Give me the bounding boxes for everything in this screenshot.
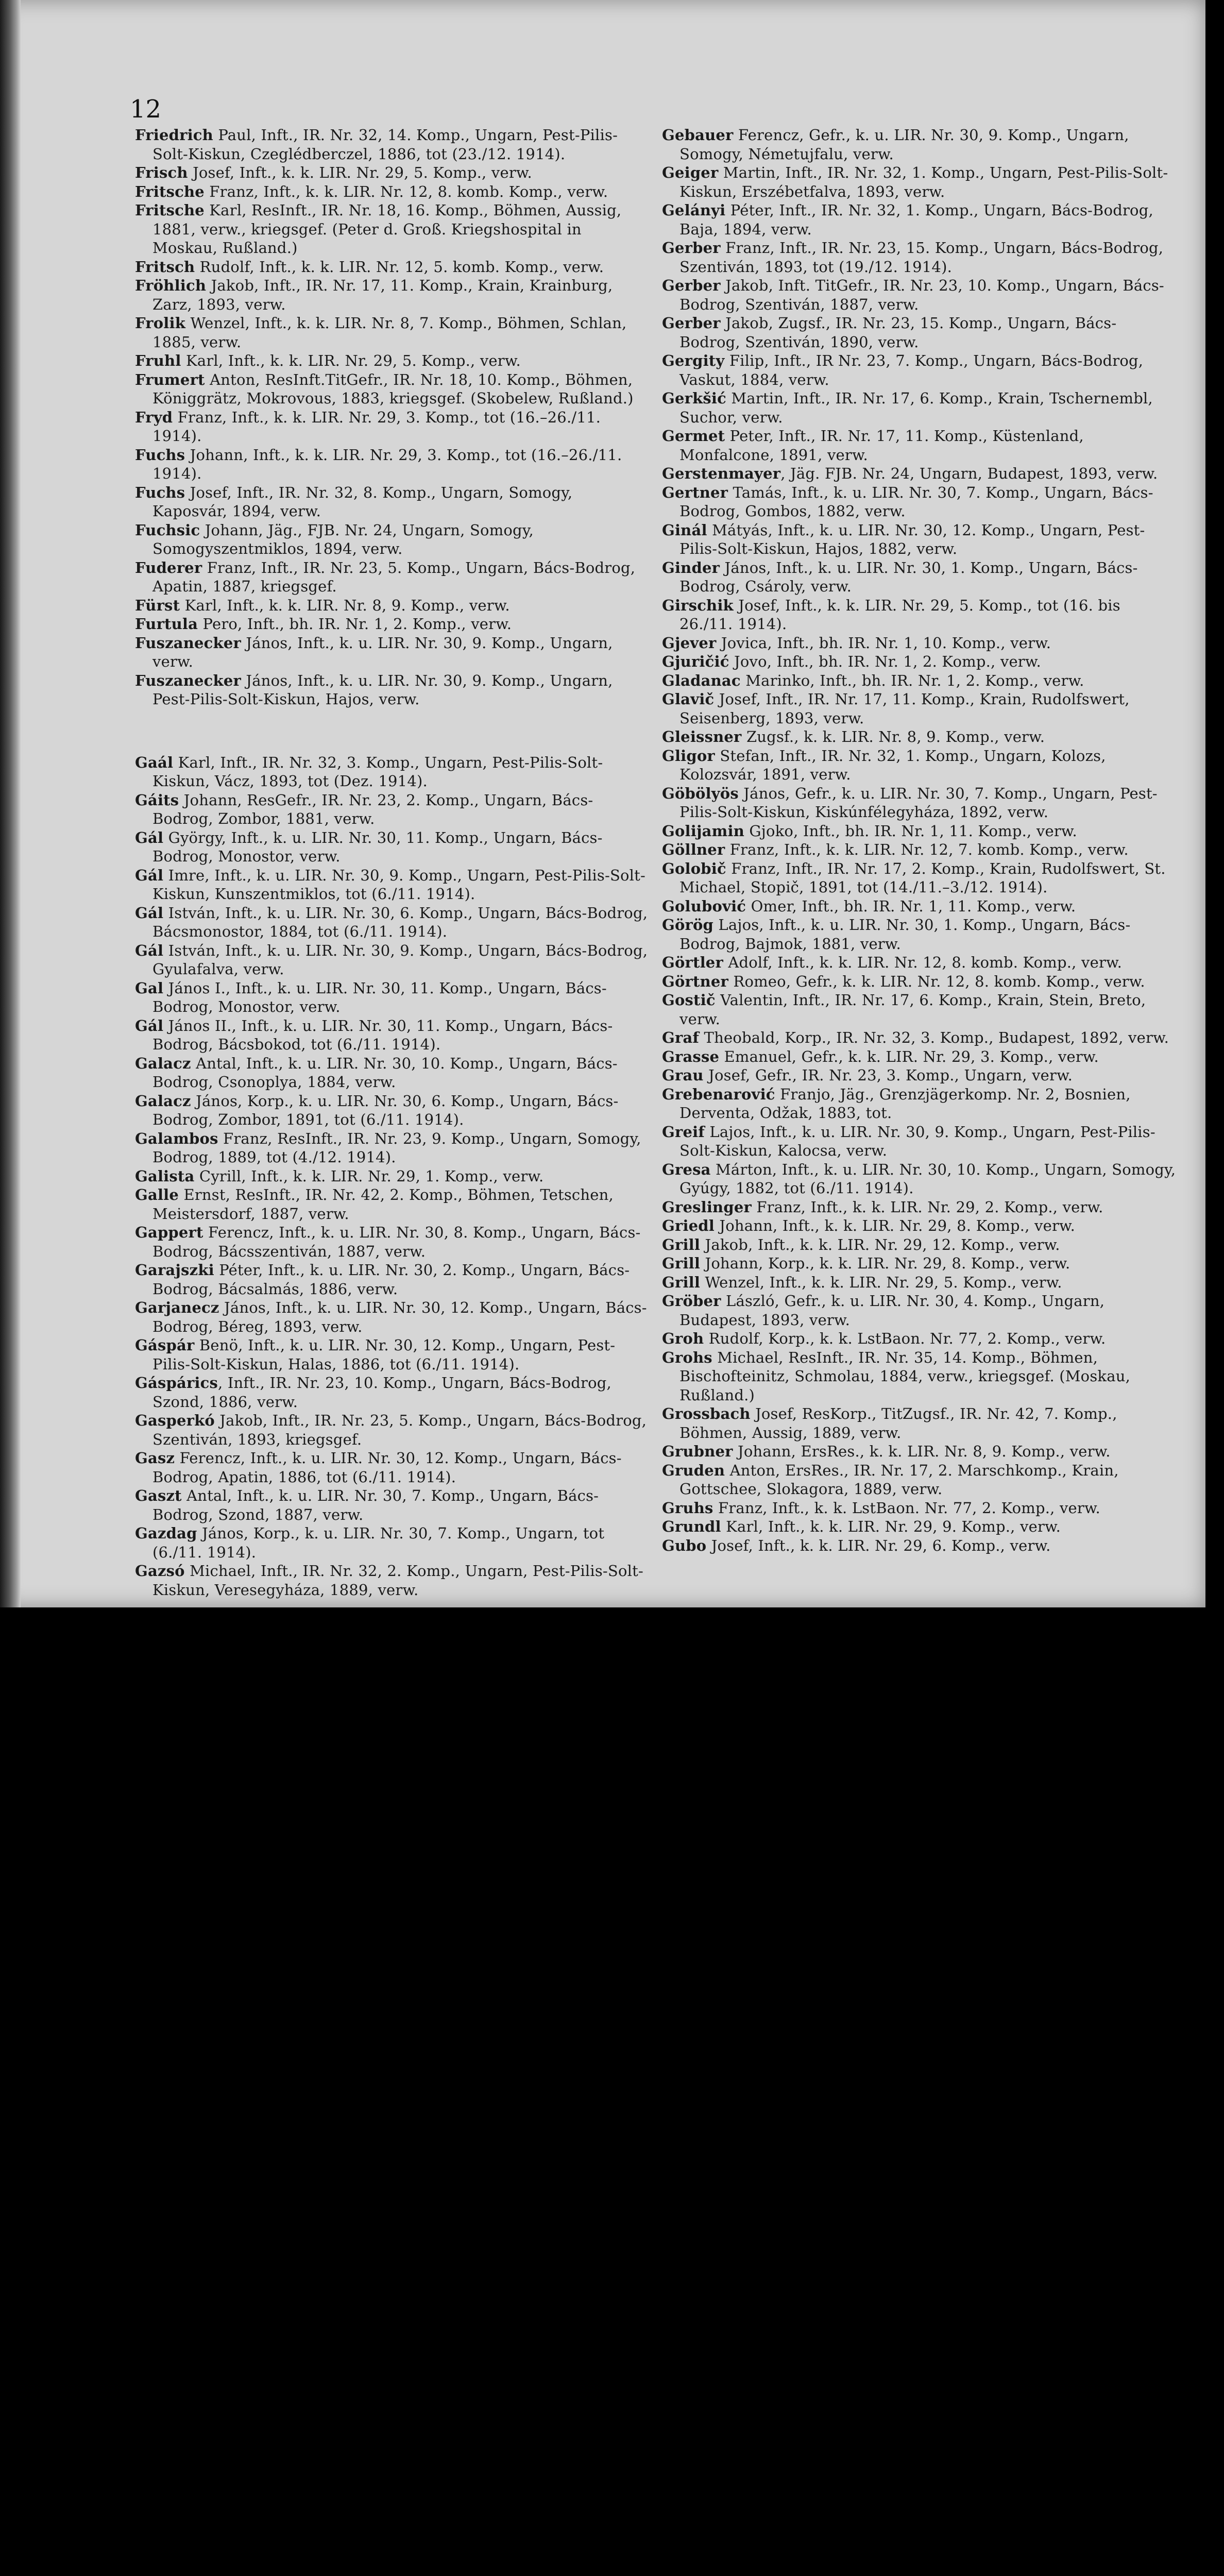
register-entry [135, 258, 650, 277]
register-entry [662, 1329, 1177, 1348]
register-entry [662, 1216, 1177, 1235]
entry-details: István, Inft., k. u. LIR. Nr. 30, 6. Komp., Ungarn, Bács-Bodrog, Bácsmonostor, 1884, tot (6./11. 1914). [152, 904, 648, 940]
entry-surname: Gáspár [135, 1336, 195, 1354]
register-entry [662, 1404, 1177, 1442]
entry-surname: Gerstenmayer [662, 465, 781, 482]
register-entry [662, 1273, 1177, 1292]
register-entry [662, 1292, 1177, 1329]
register-entry [662, 784, 1177, 822]
entry-details: János, Inft., k. u. LIR. Nr. 30, 12. Komp., Ungarn, Bács-Bodrog, Béreg, 1893, verw. [152, 1299, 647, 1335]
entry-details: Romeo, Gefr., k. k. LIR. Nr. 12, 8. komb. Komp., verw. [728, 972, 1145, 990]
entry-details: Stefan, Inft., IR. Nr. 32, 1. Komp., Ungarn, Kolozs, Kolozsvár, 1891, verw. [679, 747, 1106, 783]
entry-surname: Grubner [662, 1443, 733, 1460]
register-entry [662, 634, 1177, 653]
entry-surname: Fröhlich [135, 277, 207, 294]
entry-surname: Gruhs [662, 1499, 713, 1517]
entry-details: Omer, Inft., bh. IR. Nr. 1, 11. Komp., verw. [746, 897, 1076, 915]
entry-surname: Görtner [662, 972, 728, 990]
entry-surname: Graf [662, 1029, 700, 1046]
entry-details: Karl, Inft., k. k. LIR. Nr. 8, 9. Komp., verw. [180, 596, 510, 614]
entry-surname: Gresa [662, 1160, 711, 1178]
register-entry [662, 1123, 1177, 1160]
entry-surname: Gerber [662, 239, 721, 257]
register-entry [662, 558, 1177, 596]
entry-surname: Greif [662, 1123, 705, 1141]
register-entry [662, 1517, 1177, 1536]
entry-details: Wenzel, Inft., k. k. LIR. Nr. 29, 5. Komp., verw. [700, 1273, 1062, 1291]
register-entry [135, 351, 650, 370]
register-entry [662, 1499, 1177, 1518]
register-entry [662, 840, 1177, 859]
entry-details: Theobald, Korp., IR. Nr. 32, 3. Komp., Budapest, 1892, verw. [699, 1029, 1169, 1046]
entry-details: Franz, Inft., IR. Nr. 23, 5. Komp., Ungarn, Bács-Bodrog, Apatin, 1887, kriegsgef. [152, 558, 636, 595]
entry-details: Paul, Inft., IR. Nr. 32, 14. Komp., Ungarn, Pest-Pilis-Solt-Kiskun, Czeglédberczel, 1886, tot (23./12. 1914). [152, 126, 618, 163]
entry-details: János, Inft., k. u. LIR. Nr. 30, 1. Komp., Ungarn, Bács-Bodrog, Csároly, verw. [679, 558, 1138, 595]
entry-details: Lajos, Inft., k. u. LIR. Nr. 30, 9. Komp., Ungarn, Pest-Pilis-Solt-Kiskun, Kalocsa, verw. [679, 1123, 1155, 1159]
entry-details: Péter, Inft., IR. Nr. 32, 1. Komp., Ungarn, Bács-Bodrog, Baja, 1894, verw. [679, 201, 1153, 238]
entry-details: Jovica, Inft., bh. IR. Nr. 1, 10. Komp., verw. [716, 634, 1051, 652]
register-entry [135, 1524, 650, 1562]
register-entry [662, 351, 1177, 389]
register-entry [662, 596, 1177, 634]
entry-details: Marinko, Inft., bh. IR. Nr. 1, 2. Komp., verw. [740, 671, 1084, 689]
entry-surname: Gertner [662, 483, 728, 501]
entry-surname: Greslinger [662, 1198, 752, 1216]
register-entry [135, 1336, 650, 1374]
register-entry [662, 822, 1177, 841]
entry-details: Karl, Inft., IR. Nr. 32, 3. Komp., Ungarn, Pest-Pilis-Solt-Kiskun, Vácz, 1893, tot (Dez. 1914). [152, 753, 603, 790]
entry-details: Antal, Inft., k. u. LIR. Nr. 30, 7. Komp., Ungarn, Bács-Bodrog, Szond, 1887, verw. [152, 1487, 599, 1523]
register-entry [135, 370, 650, 408]
entry-surname: Glavič [662, 690, 715, 708]
register-entry [662, 427, 1177, 464]
entry-surname: Fuszanecker [135, 634, 241, 652]
entry-details: Josef, Inft., k. k. LIR. Nr. 29, 6. Komp., verw. [706, 1536, 1051, 1554]
entry-surname: Gáits [135, 791, 179, 809]
entry-surname: Golobič [662, 859, 726, 877]
register-entry [135, 1092, 650, 1129]
entry-surname: Görtler [662, 954, 723, 971]
letter-section-gap [135, 709, 650, 753]
entry-surname: Frolik [135, 314, 186, 332]
register-entry [662, 690, 1177, 727]
entry-surname: Grebenarović [662, 1085, 775, 1103]
register-entry [135, 1016, 650, 1054]
entry-surname: Görög [662, 916, 714, 934]
entry-details: Valentin, Inft., IR. Nr. 17, 6. Komp., Krain, Stein, Breto, verw. [679, 991, 1146, 1028]
entry-surname: Gazsó [135, 1562, 185, 1580]
entry-surname: Gál [135, 904, 164, 922]
entry-surname: Grill [662, 1235, 701, 1253]
register-entry [135, 866, 650, 904]
register-entry [135, 314, 650, 351]
entry-details: Jakob, Inft., k. k. LIR. Nr. 29, 12. Komp., verw. [700, 1235, 1060, 1253]
register-entry [135, 904, 650, 941]
entry-surname: Gebauer [662, 126, 734, 144]
entry-surname: Fuderer [135, 558, 202, 577]
entry-details: Karl, Inft., k. k. LIR. Nr. 29, 9. Komp., verw. [721, 1518, 1061, 1535]
register-entry [135, 596, 650, 615]
entry-surname: Frumert [135, 370, 205, 388]
register-entry [662, 201, 1177, 239]
entry-details: Franz, Inft., k. k. LIR. Nr. 12, 8. komb. Komp., verw. [204, 182, 608, 200]
entry-details: Péter, Inft., k. u. LIR. Nr. 30, 2. Komp., Ungarn, Bács-Bodrog, Bácsalmás, 1886, verw. [152, 1261, 630, 1298]
entry-surname: Gappert [135, 1224, 203, 1241]
entry-details: Adolf, Inft., k. k. LIR. Nr. 12, 8. komb. Komp., verw. [723, 954, 1123, 971]
entry-details: János, Korp., k. u. LIR. Nr. 30, 6. Komp., Ungarn, Bács-Bodrog, Zombor, 1891, tot (6./11. 1914). [152, 1092, 619, 1128]
register-entry [135, 1223, 650, 1261]
entry-surname: Gröber [662, 1292, 721, 1310]
entry-details: Rudolf, Korp., k. k. LstBaon. Nr. 77, 2. Komp., verw. [704, 1330, 1106, 1347]
register-entry [662, 1442, 1177, 1461]
entry-details: Josef, Inft., k. k. LIR. Nr. 29, 5. Komp., verw. [188, 164, 532, 181]
entry-surname: Grohs [662, 1348, 712, 1366]
entry-details: Jakob, Inft., IR. Nr. 17, 11. Komp., Krain, Krainburg, Zarz, 1893, verw. [152, 277, 613, 313]
entry-details: Peter, Inft., IR. Nr. 17, 11. Komp., Küstenland, Monfalcone, 1891, verw. [679, 427, 1084, 464]
register-entry [135, 941, 650, 979]
entry-surname: Grill [662, 1255, 701, 1272]
entry-details: Martin, Inft., IR. Nr. 17, 6. Komp., Krain, Tschernembl, Suchor, verw. [679, 389, 1153, 426]
entry-surname: Grau [662, 1066, 704, 1084]
register-entry [662, 239, 1177, 276]
register-entry [135, 671, 650, 709]
entry-details: Jakob, Inft. TitGefr., IR. Nr. 23, 10. Komp., Ungarn, Bács-Bodrog, Szentiván, 1887, verw. [679, 277, 1164, 313]
entry-surname: Gruden [662, 1461, 725, 1479]
entry-surname: Ginder [662, 558, 720, 577]
entry-details: Karl, Inft., k. k. LIR. Nr. 29, 5. Komp., verw. [181, 352, 521, 369]
register-entry [135, 1449, 650, 1486]
entry-details: István, Inft., k. u. LIR. Nr. 30, 9. Komp., Ungarn, Bács-Bodrog, Gyulafalva, verw. [152, 941, 648, 978]
register-entry [662, 1536, 1177, 1555]
entry-details: Jakob, Zugsf., IR. Nr. 23, 15. Komp., Ungarn, Bács-Bodrog, Szentiván, 1890, verw. [679, 314, 1117, 351]
register-entry [135, 558, 650, 596]
entry-surname: Galambos [135, 1129, 218, 1147]
entry-details: Filip, Inft., IR Nr. 23, 7. Komp., Ungarn, Bács-Bodrog, Vaskut, 1884, verw. [679, 352, 1144, 388]
entry-surname: Garajszki [135, 1261, 214, 1279]
entry-details: Antal, Inft., k. u. LIR. Nr. 30, 10. Komp., Ungarn, Bács-Bodrog, Csonoplya, 1884, verw. [152, 1054, 618, 1091]
entry-surname: Fuchs [135, 446, 185, 464]
entry-details: János, Inft., k. u. LIR. Nr. 30, 9. Komp., Ungarn, Pest-Pilis-Solt-Kiskun, Hajos, verw. [152, 671, 613, 708]
register-entry [135, 126, 650, 163]
entry-surname: Gál [135, 1016, 164, 1035]
register-entry [662, 126, 1177, 163]
entry-details: Johann, Inft., k. k. LIR. Nr. 29, 8. Komp., verw. [715, 1217, 1076, 1234]
entry-details: Franz, ResInft., IR. Nr. 23, 9. Komp., Ungarn, Somogy, Bodrog, 1889, tot (4./12. 1914). [152, 1129, 641, 1166]
register-entry [135, 276, 650, 314]
register-entry [135, 1486, 650, 1524]
register-entry [662, 1254, 1177, 1273]
entry-details: Franz, Inft., k. k. LIR. Nr. 29, 2. Komp., verw. [751, 1198, 1103, 1216]
entry-details: Franz, Inft., k. k. LstBaon. Nr. 77, 2. Komp., verw. [713, 1499, 1100, 1517]
entry-surname: Gazdag [135, 1524, 197, 1542]
page-number: 12 [130, 95, 162, 124]
register-entry [135, 753, 650, 791]
register-entry [662, 1085, 1177, 1123]
entry-surname: Gleissner [662, 728, 742, 745]
entry-details: Tamás, Inft., k. u. LIR. Nr. 30, 7. Komp., Ungarn, Bács-Bodrog, Gombos, 1882, verw. [679, 483, 1153, 520]
entry-details: Josef, Inft., IR. Nr. 17, 11. Komp., Krain, Rudolfswert, Seisenberg, 1893, verw. [679, 690, 1130, 727]
entry-details: Johann, ErsRes., k. k. LIR. Nr. 8, 9. Komp., verw. [733, 1443, 1111, 1460]
register-entry [662, 1047, 1177, 1066]
entry-surname: Gál [135, 828, 164, 846]
entry-surname: Galacz [135, 1092, 191, 1110]
entry-surname: Frisch [135, 164, 188, 181]
entry-surname: Gaál [135, 753, 174, 771]
entry-surname: Gubo [662, 1536, 707, 1554]
entry-details: János, Inft., k. u. LIR. Nr. 30, 9. Komp., Ungarn, verw. [152, 634, 613, 670]
entry-surname: Fuszanecker [135, 671, 241, 689]
entry-surname: Gladanac [662, 671, 741, 689]
register-entry [135, 1298, 650, 1336]
entry-details: Cyrill, Inft., k. k. LIR. Nr. 29, 1. Komp., verw. [194, 1167, 544, 1185]
entry-surname: Galacz [135, 1054, 191, 1072]
entry-surname: Gergity [662, 352, 725, 369]
register-entry [135, 1185, 650, 1223]
entry-details: János I., Inft., k. u. LIR. Nr. 30, 11. Komp., Ungarn, Bács-Bodrog, Monostor, verw. [152, 979, 607, 1015]
entry-surname: Fürst [135, 596, 180, 614]
register-entry [662, 897, 1177, 916]
entry-details: László, Gefr., k. u. LIR. Nr. 30, 4. Komp., Ungarn, Budapest, 1893, verw. [679, 1292, 1105, 1329]
entry-surname: Gjuričić [662, 653, 729, 670]
register-entry [662, 727, 1177, 747]
entry-details: Zugsf., k. k. LIR. Nr. 8, 9. Komp., verw. [741, 728, 1045, 745]
entry-surname: Fuchsic [135, 521, 200, 539]
entry-details: Emanuel, Gefr., k. k. LIR. Nr. 29, 3. Komp., verw. [719, 1047, 1099, 1065]
register-entry [135, 634, 650, 671]
right-column [662, 126, 1177, 1555]
entry-details: Josef, Inft., IR. Nr. 32, 8. Komp., Ungarn, Somogy, Kaposvár, 1894, verw. [152, 483, 573, 520]
entry-details: Anton, ErsRes., IR. Nr. 17, 2. Marschkomp., Krain, Gottschee, Slokagora, 1889, verw. [679, 1461, 1119, 1498]
register-entry [662, 652, 1177, 671]
entry-details: Johann, Inft., k. k. LIR. Nr. 29, 3. Komp., tot (16.–26./11. 1914). [152, 446, 622, 482]
register-entry [135, 163, 650, 182]
entry-surname: Golijamin [662, 822, 745, 840]
entry-details: Gjoko, Inft., bh. IR. Nr. 1, 11. Komp., verw. [744, 822, 1077, 840]
register-entry [662, 521, 1177, 558]
entry-surname: Gerkšić [662, 389, 726, 407]
entry-surname: Gelányi [662, 201, 726, 219]
entry-surname: Grossbach [662, 1405, 751, 1422]
entry-surname: Gjever [662, 634, 717, 652]
register-entry [662, 1160, 1177, 1198]
entry-details: Johann, Korp., k. k. LIR. Nr. 29, 8. Komp., verw. [700, 1255, 1070, 1272]
entry-details: Lajos, Inft., k. u. LIR. Nr. 30, 1. Komp., Ungarn, Bács-Bodrog, Bajmok, 1881, verw. [679, 916, 1131, 953]
register-entry [135, 615, 650, 634]
register-entry [135, 1411, 650, 1449]
entry-details: , Inft., IR. Nr. 23, 10. Komp., Ungarn, Bács-Bodrog, Szond, 1886, verw. [152, 1374, 611, 1411]
entry-details: Pero, Inft., bh. IR. Nr. 1, 2. Komp., verw. [198, 615, 512, 633]
entry-surname: Girschik [662, 596, 734, 614]
entry-surname: Fritsche [135, 182, 205, 200]
register-entry [662, 389, 1177, 427]
register-entry [135, 828, 650, 866]
entry-surname: Golubović [662, 897, 746, 915]
entry-surname: Gasz [135, 1449, 175, 1467]
entry-details: Michael, ResInft., IR. Nr. 35, 14. Komp., Böhmen, Bischofteinitz, Schmolau, 1884, verw., kriegsgef. (Moskau, Rußland.) [679, 1348, 1130, 1404]
register-entry [135, 791, 650, 828]
entry-details: János, Korp., k. u. LIR. Nr. 30, 7. Komp., Ungarn, tot (6./11. 1914). [152, 1524, 605, 1561]
entry-details: Josef, Gefr., IR. Nr. 23, 3. Komp., Ungarn, verw. [703, 1066, 1073, 1084]
entry-details: Ferencz, Inft., k. u. LIR. Nr. 30, 8. Komp., Ungarn, Bács-Bodrog, Bácsszentiván, 1887, verw. [152, 1224, 641, 1260]
entry-surname: Galista [135, 1167, 195, 1185]
book-binding [0, 0, 21, 1607]
entry-surname: Groh [662, 1330, 704, 1347]
entry-details: Márton, Inft., k. u. LIR. Nr. 30, 10. Komp., Ungarn, Somogy, Gyúgy, 1882, tot (6./11. 1914). [679, 1160, 1176, 1197]
register-entry [662, 916, 1177, 953]
entry-surname: Gáspárics [135, 1374, 218, 1392]
entry-details: Franz, Inft., IR. Nr. 17, 2. Komp., Krain, Rudolfswert, St. Michael, Stopič, 1891, tot (14./11.–3./12. 1914). [679, 859, 1166, 896]
entry-details: Wenzel, Inft., k. k. LIR. Nr. 8, 7. Komp., Böhmen, Schlan, 1885, verw. [152, 314, 627, 351]
register-entry [662, 1066, 1177, 1085]
register-entry [135, 201, 650, 258]
entry-surname: Furtula [135, 615, 198, 633]
entry-surname: Ginál [662, 521, 707, 539]
entry-details: Anton, ResInft.TitGefr., IR. Nr. 18, 10. Komp., Böhmen, Königgrätz, Mokrovous, 1883, kriegsgef. (Skobelew, Rußland.) [152, 370, 634, 407]
entry-details: Franjo, Jäg., Grenzjägerkomp. Nr. 2, Bosnien, Derventa, Odžak, 1883, tot. [679, 1085, 1131, 1122]
register-entry [662, 1028, 1177, 1047]
register-entry [662, 276, 1177, 314]
entry-surname: Geiger [662, 164, 719, 181]
entry-details: Benö, Inft., k. u. LIR. Nr. 30, 12. Komp., Ungarn, Pest-Pilis-Solt-Kiskun, Halas, 1886, tot (6./11. 1914). [152, 1336, 616, 1373]
register-entry [135, 979, 650, 1016]
register-entry [135, 521, 650, 558]
register-entry [662, 1461, 1177, 1499]
entry-surname: Fritsche [135, 201, 205, 219]
register-entry [135, 483, 650, 521]
entry-surname: Galle [135, 1186, 179, 1204]
register-entry [662, 859, 1177, 897]
entry-surname: Gerber [662, 277, 721, 294]
entry-details: Karl, ResInft., IR. Nr. 18, 16. Komp., Böhmen, Aussig, 1881, verw., kriegsgef. (Peter d. Groß. Kriegshospital in Moskau, Rußland.) [152, 201, 622, 257]
entry-surname: Fruhl [135, 352, 181, 369]
entry-details: Michael, Inft., IR. Nr. 32, 2. Komp., Ungarn, Pest-Pilis-Solt-Kiskun, Veresegyháza, 1889, verw. [152, 1562, 643, 1599]
entry-details: János, Gefr., k. u. LIR. Nr. 30, 7. Komp., Ungarn, Pest-Pilis-Solt-Kiskun, Kiskúnfélegyháza, 1892, verw. [679, 784, 1158, 821]
entry-surname: Gaszt [135, 1487, 182, 1504]
register-entry [135, 1562, 650, 1599]
entry-details: Ferencz, Gefr., k. u. LIR. Nr. 30, 9. Komp., Ungarn, Somogy, Németujfalu, verw. [679, 126, 1129, 163]
entry-surname: Göllner [662, 841, 725, 858]
entry-surname: Gerber [662, 314, 721, 332]
register-entry [135, 1167, 650, 1186]
entry-details: György, Inft., k. u. LIR. Nr. 30, 11. Komp., Ungarn, Bács-Bodrog, Monostor, verw. [152, 828, 603, 865]
register-entry [662, 1235, 1177, 1255]
entry-details: Josef, ResKorp., TitZugsf., IR. Nr. 42, 7. Komp., Böhmen, Aussig, 1889, verw. [679, 1405, 1117, 1442]
register-entry [662, 991, 1177, 1028]
entry-details: Franz, Inft., k. k. LIR. Nr. 12, 7. komb. Komp., verw. [725, 841, 1129, 858]
register-entry [662, 1348, 1177, 1405]
entry-details: Franz, Inft., IR. Nr. 23, 15. Komp., Ungarn, Bács-Bodrog, Szentiván, 1893, tot (19./12. 1914). [679, 239, 1164, 276]
register-entry [662, 671, 1177, 690]
left-column [135, 126, 650, 1599]
entry-surname: Göbölyös [662, 784, 739, 802]
register-entry [662, 483, 1177, 521]
entry-surname: Germet [662, 427, 725, 445]
entry-details: Josef, Inft., k. k. LIR. Nr. 29, 5. Komp., tot (16. bis 26./11. 1914). [679, 596, 1120, 633]
register-entry [135, 446, 650, 483]
entry-surname: Griedl [662, 1217, 715, 1234]
register-entry [135, 408, 650, 446]
register-entry [662, 464, 1177, 483]
entry-surname: Gál [135, 941, 164, 959]
entry-details: Jovo, Inft., bh. IR. Nr. 1, 2. Komp., verw. [729, 653, 1041, 670]
entry-details: , Jäg. FJB. Nr. 24, Ungarn, Budapest, 1893, verw. [780, 465, 1158, 482]
register-entry [662, 314, 1177, 351]
register-entry [662, 747, 1177, 784]
register-entry [135, 1054, 650, 1092]
entry-details: Ernst, ResInft., IR. Nr. 42, 2. Komp., Böhmen, Tetschen, Meistersdorf, 1887, verw. [152, 1186, 614, 1223]
entry-details: Johann, ResGefr., IR. Nr. 23, 2. Komp., Ungarn, Bács-Bodrog, Zombor, 1881, verw. [152, 791, 593, 827]
entry-surname: Grasse [662, 1047, 720, 1065]
entry-surname: Gasperkó [135, 1412, 215, 1429]
register-entry [662, 163, 1177, 201]
entry-surname: Fuchs [135, 483, 185, 501]
entry-details: Franz, Inft., k. k. LIR. Nr. 29, 3. Komp., tot (16.–26./11. 1914). [152, 408, 601, 445]
entry-details: Jakob, Inft., IR. Nr. 23, 5. Komp., Ungarn, Bács-Bodrog, Szentiván, 1893, kriegsgef. [152, 1412, 647, 1448]
entry-details: Martin, Inft., IR. Nr. 32, 1. Komp., Ungarn, Pest-Pilis-Solt-Kiskun, Erszébetfalva, 1893, verw. [679, 164, 1168, 200]
register-entry [135, 1374, 650, 1411]
register-entry [135, 182, 650, 201]
entry-details: Mátyás, Inft., k. u. LIR. Nr. 30, 12. Komp., Ungarn, Pest-Pilis-Solt-Kiskun, Hajos, 1882, verw. [679, 521, 1145, 557]
entry-details: Imre, Inft., k. u. LIR. Nr. 30, 9. Komp., Ungarn, Pest-Pilis-Solt-Kiskun, Kunszentmiklos, tot (6./11. 1914). [152, 866, 646, 903]
entry-surname: Friedrich [135, 126, 213, 144]
entry-surname: Fryd [135, 408, 173, 426]
entry-surname: Grundl [662, 1518, 721, 1535]
entry-surname: Gál [135, 866, 164, 884]
register-entry [662, 1198, 1177, 1217]
viewer-footer [0, 1607, 1224, 1734]
entry-surname: Gligor [662, 747, 715, 765]
register-entry [662, 972, 1177, 991]
register-entry [135, 1261, 650, 1298]
entry-details: Ferencz, Inft., k. u. LIR. Nr. 30, 12. Komp., Ungarn, Bács-Bodrog, Apatin, 1886, tot (6./11. 1914). [152, 1449, 622, 1486]
entry-surname: Gal [135, 979, 164, 997]
register-entry [135, 1129, 650, 1167]
entry-surname: Grill [662, 1273, 701, 1291]
entry-details: János II., Inft., k. u. LIR. Nr. 30, 11. Komp., Ungarn, Bács-Bodrog, Bácsbokod, tot (6./11. 1914). [152, 1016, 613, 1053]
entry-surname: Fritsch [135, 258, 195, 276]
entry-details: Rudolf, Inft., k. k. LIR. Nr. 12, 5. komb. Komp., verw. [195, 258, 604, 276]
entry-surname: Garjanecz [135, 1299, 219, 1316]
register-entry [662, 953, 1177, 972]
entry-details: Johann, Jäg., FJB. Nr. 24, Ungarn, Somogy, Somogyszentmiklos, 1894, verw. [152, 521, 534, 557]
entry-surname: Gostič [662, 991, 716, 1009]
